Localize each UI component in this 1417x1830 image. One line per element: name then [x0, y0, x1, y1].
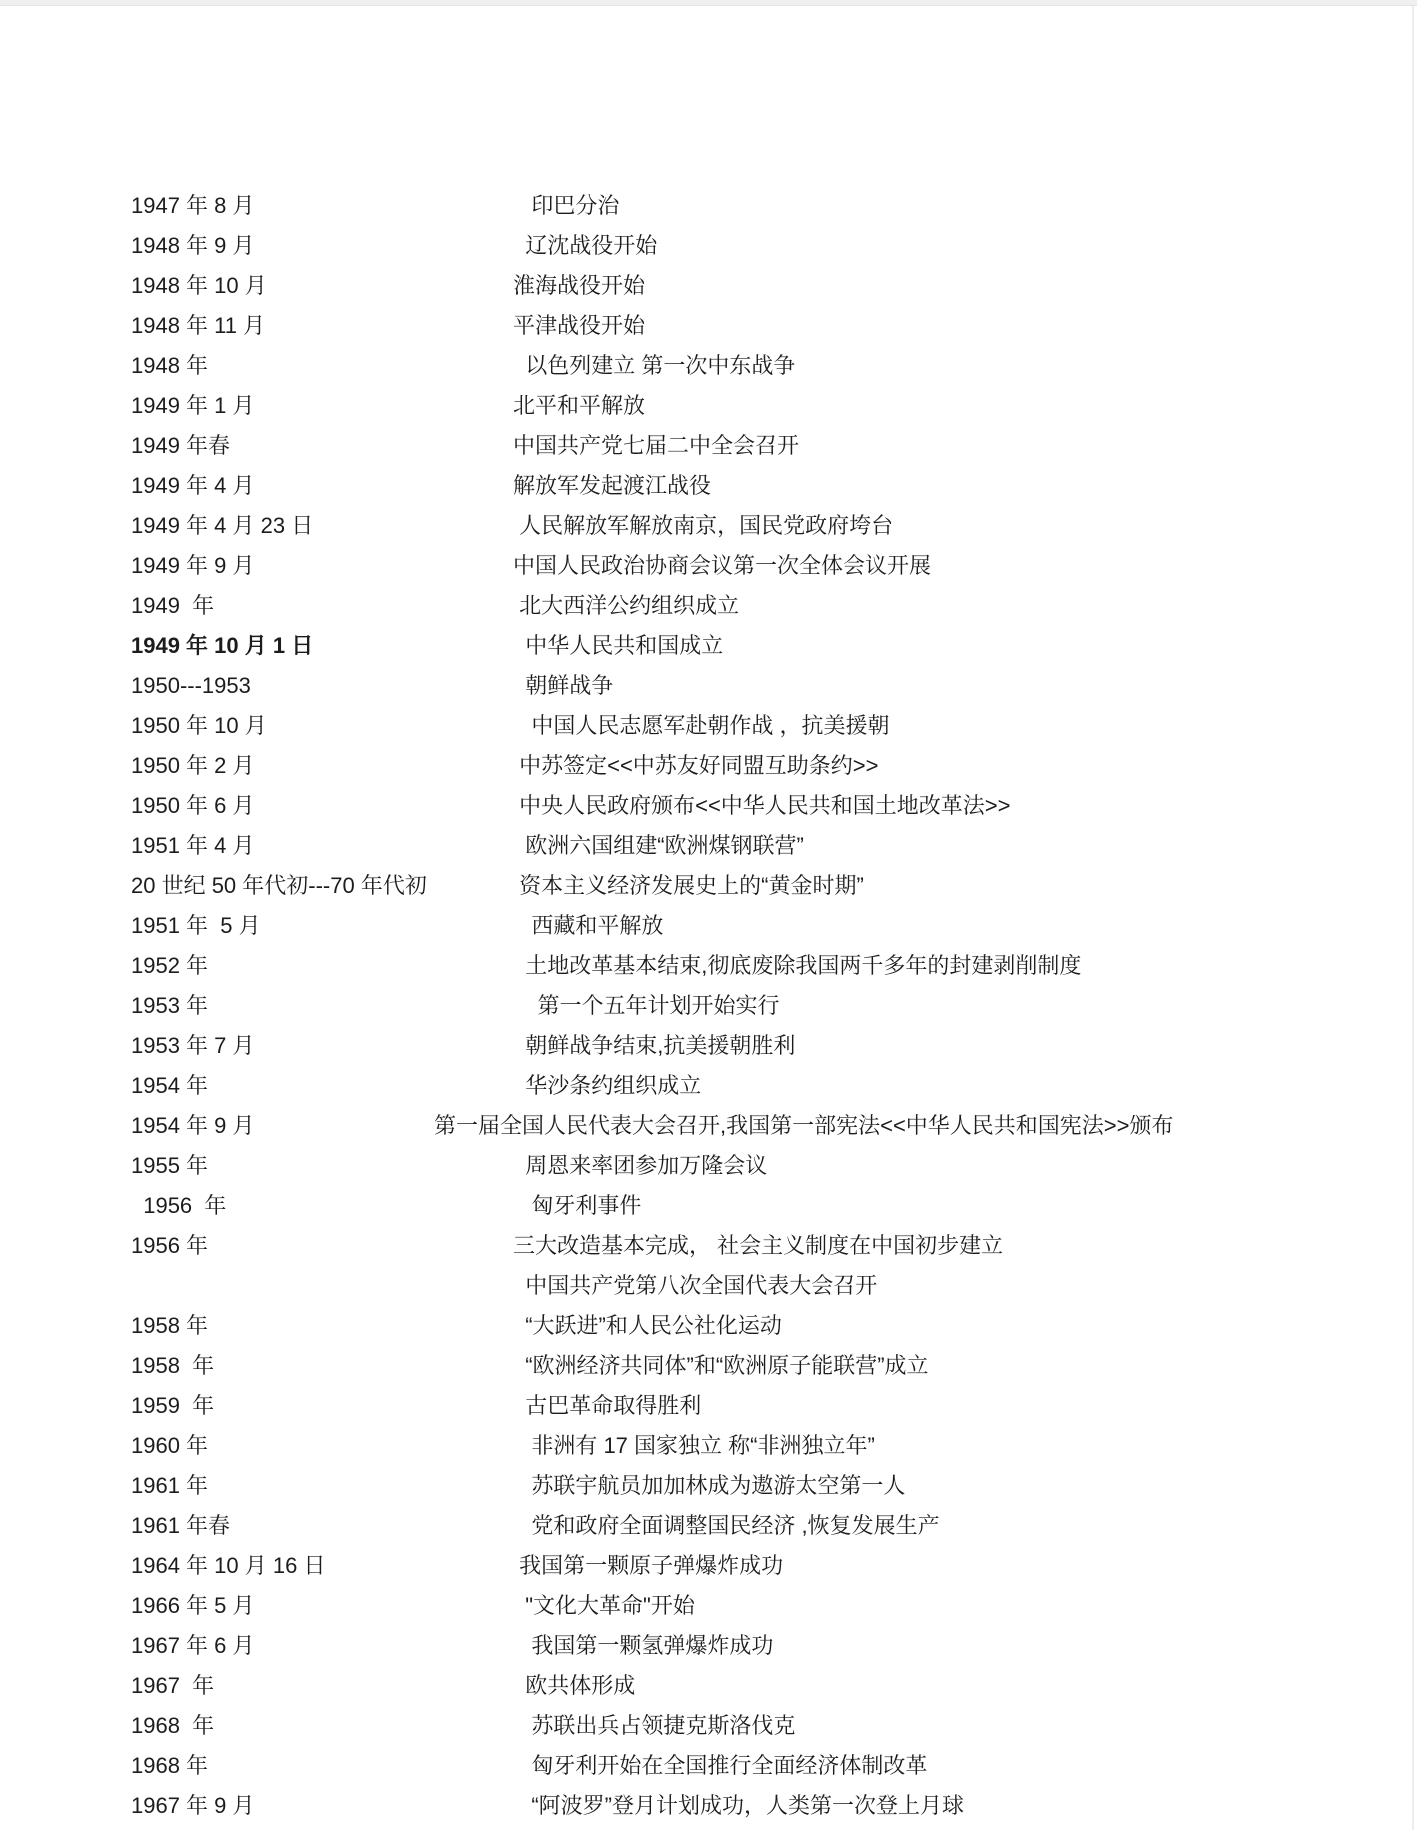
- timeline-row: [131, 586, 1407, 626]
- event-date: 1961 年: [131, 1473, 209, 1498]
- event-date: 1950 年 2 月: [131, 753, 255, 778]
- event-date: 1951 年 5 月: [131, 913, 261, 938]
- event-date: 1950---1953: [131, 673, 251, 698]
- timeline-row: [131, 546, 1407, 586]
- timeline-row: [131, 1426, 1407, 1466]
- timeline-list: [131, 186, 1407, 1826]
- event-description: 北平和平解放: [513, 393, 646, 418]
- timeline-row: [131, 1586, 1407, 1626]
- event-date: 1953 年: [131, 993, 209, 1018]
- timeline-row: [131, 1226, 1407, 1266]
- event-description: 以色列建立 第一次中东战争: [513, 353, 796, 378]
- event-description: 人民解放军解放南京，国民党政府垮台: [513, 513, 894, 538]
- timeline-row: [131, 346, 1407, 386]
- event-date: 1959 年: [131, 1393, 215, 1418]
- event-date: 20 世纪 50 年代初---70 年代初: [131, 873, 427, 898]
- timeline-row: [131, 986, 1407, 1026]
- event-date: 1951 年 4 月: [131, 833, 255, 858]
- timeline-row: [131, 466, 1407, 506]
- event-date: 1956 年: [131, 1233, 209, 1258]
- timeline-row: [131, 426, 1407, 466]
- timeline-row: [131, 1706, 1407, 1746]
- timeline-row: [131, 1146, 1407, 1186]
- event-description: 欧共体形成: [513, 1673, 636, 1698]
- event-date: 1958 年: [131, 1313, 209, 1338]
- event-date: 1949 年: [131, 593, 215, 618]
- timeline-row: [131, 1506, 1407, 1546]
- event-description: 朝鲜战争结束,抗美援朝胜利: [513, 1033, 796, 1058]
- timeline-row: [131, 1306, 1407, 1346]
- timeline-row: [131, 506, 1407, 546]
- timeline-row: [131, 626, 1407, 666]
- event-description: 中苏签定<<中苏友好同盟互助条约>>: [513, 753, 879, 778]
- event-date: 1967 年 6 月: [131, 1633, 255, 1658]
- event-description: “阿波罗”登月计划成功，人类第一次登上月球: [513, 1793, 964, 1818]
- timeline-row: [131, 1746, 1407, 1786]
- event-description: 解放军发起渡江战役: [513, 473, 712, 498]
- event-date: 1949 年 9 月: [131, 553, 255, 578]
- event-date: 1947 年 8 月: [131, 193, 255, 218]
- timeline-row: [131, 1386, 1407, 1426]
- event-date: 1948 年 11 月: [131, 313, 266, 338]
- event-description: 匈牙利开始在全国推行全面经济体制改革: [513, 1753, 928, 1778]
- event-date: 1966 年 5 月: [131, 1593, 255, 1618]
- timeline-row: [131, 266, 1407, 306]
- timeline-row: [131, 1626, 1407, 1666]
- event-description: 资本主义经济发展史上的“黄金时期”: [513, 873, 864, 898]
- event-description: 苏联出兵占领捷克斯洛伐克: [513, 1713, 796, 1738]
- event-description: 淮海战役开始: [513, 273, 646, 298]
- event-description: 中国人民志愿军赴朝作战 ，抗美援朝: [513, 713, 890, 738]
- event-date: 1964 年 10 月 16 日: [131, 1553, 326, 1578]
- event-date: 1949 年 4 月: [131, 473, 255, 498]
- event-date: 1949 年 10 月 1 日: [131, 633, 314, 658]
- timeline-row: [131, 786, 1407, 826]
- event-description: 中国共产党第八次全国代表大会召开: [513, 1273, 878, 1298]
- event-description: 中央人民政府颁布<<中华人民共和国土地改革法>>: [513, 793, 1011, 818]
- event-date: 1956 年: [131, 1193, 227, 1218]
- timeline-row: [131, 1546, 1407, 1586]
- event-description: 我国第一颗氢弹爆炸成功: [513, 1633, 774, 1658]
- event-date: 1950 年 10 月: [131, 713, 267, 738]
- timeline-row: [131, 226, 1407, 266]
- timeline-row: [131, 386, 1407, 426]
- event-description: 朝鲜战争: [513, 673, 614, 698]
- event-description: 北大西洋公约组织成立: [513, 593, 740, 618]
- timeline-row: [131, 826, 1407, 866]
- event-description: 非洲有 17 国家独立 称“非洲独立年”: [513, 1433, 875, 1458]
- event-description: 平津战役开始: [513, 313, 646, 338]
- timeline-row: [131, 1066, 1407, 1106]
- event-description: 中华人民共和国成立: [513, 633, 724, 658]
- timeline-row: [131, 306, 1407, 346]
- timeline-row: [131, 1346, 1407, 1386]
- event-date: 1968 年: [131, 1753, 209, 1778]
- event-date: 1950 年 6 月: [131, 793, 255, 818]
- event-date: 1961 年春: [131, 1513, 231, 1538]
- timeline-row: [131, 866, 1407, 906]
- timeline-row: [131, 186, 1407, 226]
- timeline-row: [131, 666, 1407, 706]
- event-description: 中国共产党七届二中全会召开: [513, 433, 800, 458]
- event-description: 欧洲六国组建“欧洲煤钢联营”: [513, 833, 804, 858]
- timeline-row: [131, 746, 1407, 786]
- timeline-row: [131, 1266, 1407, 1306]
- timeline-row: [131, 1026, 1407, 1066]
- page-edge-line: [1412, 6, 1414, 1830]
- timeline-row: [131, 906, 1407, 946]
- timeline-row: [131, 1666, 1407, 1706]
- event-date: 1948 年 9 月: [131, 233, 255, 258]
- event-description: “欧洲经济共同体”和“欧洲原子能联营”成立: [513, 1353, 929, 1378]
- event-date: 1955 年: [131, 1153, 209, 1178]
- event-description: 古巴革命取得胜利: [513, 1393, 702, 1418]
- page-top-strip: [0, 0, 1417, 6]
- event-date: 1949 年 1 月: [131, 393, 255, 418]
- event-date: 1952 年: [131, 953, 209, 978]
- event-description: 三大改造基本完成， 社会主义制度在中国初步建立: [513, 1233, 1004, 1258]
- timeline-row: [131, 1106, 1407, 1146]
- event-description: 第一个五年计划开始实行: [513, 993, 780, 1018]
- event-date: 1949 年 4 月 23 日: [131, 513, 314, 538]
- timeline-row: [131, 1186, 1407, 1226]
- timeline-row: [131, 1786, 1407, 1826]
- event-description: "文化大革命"开始: [513, 1593, 695, 1618]
- event-description: 印巴分治: [513, 193, 620, 218]
- event-date: 1948 年 10 月: [131, 273, 267, 298]
- event-date: 1967 年: [131, 1673, 215, 1698]
- timeline-row: [131, 1466, 1407, 1506]
- event-description: 土地改革基本结束,彻底废除我国两千多年的封建剥削制度: [513, 953, 1082, 978]
- event-description: 党和政府全面调整国民经济 ,恢复发展生产: [513, 1513, 940, 1538]
- event-description: 第一届全国人民代表大会召开,我国第一部宪法<<中华人民共和国宪法>>颁布: [434, 1113, 1174, 1138]
- event-description: 中国人民政治协商会议第一次全体会议开展: [513, 553, 932, 578]
- event-date: 1954 年: [131, 1073, 209, 1098]
- event-description: 西藏和平解放: [513, 913, 664, 938]
- event-date: 1949 年春: [131, 433, 231, 458]
- event-description: 周恩来率团参加万隆会议: [513, 1153, 768, 1178]
- event-date: 1958 年: [131, 1353, 215, 1378]
- event-date: 1968 年: [131, 1713, 215, 1738]
- event-description: 匈牙利事件: [513, 1193, 642, 1218]
- event-date: 1954 年 9 月: [131, 1113, 255, 1138]
- event-description: 苏联宇航员加加林成为遨游太空第一人: [513, 1473, 906, 1498]
- event-description: 华沙条约组织成立: [513, 1073, 702, 1098]
- event-date: 1967 年 9 月: [131, 1793, 255, 1818]
- event-description: “大跃进”和人民公社化运动: [513, 1313, 782, 1338]
- timeline-row: [131, 706, 1407, 746]
- event-description: 辽沈战役开始: [513, 233, 658, 258]
- event-date: 1948 年: [131, 353, 209, 378]
- event-description: 我国第一颗原子弹爆炸成功: [513, 1553, 784, 1578]
- event-date: 1953 年 7 月: [131, 1033, 255, 1058]
- event-date: 1960 年: [131, 1433, 209, 1458]
- timeline-row: [131, 946, 1407, 986]
